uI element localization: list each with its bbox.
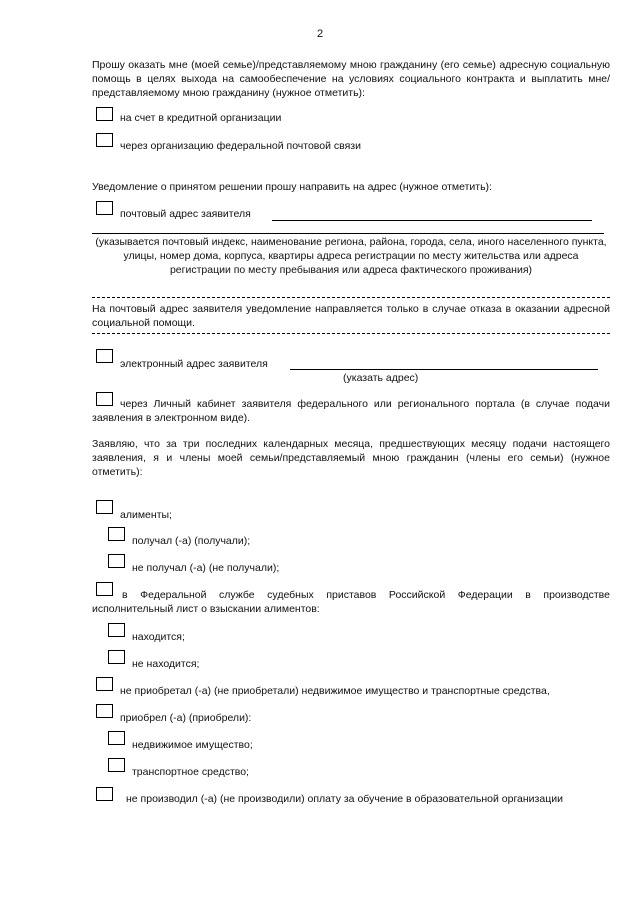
checkbox-acquired[interactable] <box>96 704 113 718</box>
bailiff-is-not-label: не находится; <box>132 658 200 670</box>
bailiff-paragraph: в Федеральной службе судебных приставов Российской Федерации в производстве исполнительный лист о взыскании алиментов: <box>92 589 610 615</box>
page-number: 2 <box>316 28 324 40</box>
postal-address-input-line2[interactable] <box>92 233 604 234</box>
personal-cabinet-option: через Личный кабинет заявителя федерального или регионального портала (в случае подачи заявления в электронном виде). <box>92 398 610 424</box>
checkbox-real-estate[interactable] <box>108 731 125 745</box>
alimony-not-received-label: не получал (-а) (не получали); <box>132 562 280 574</box>
postal-address-label: почтовый адрес заявителя <box>120 208 251 220</box>
alimony-received-label: получал (-а) (получали); <box>132 535 251 547</box>
email-address-hint: (указать адрес) <box>343 372 419 384</box>
postal-note: На почтовый адрес заявителя уведомление направляется только в случае отказа в оказании адресной социальной помощи. <box>92 303 610 329</box>
alimony-label: алименты; <box>120 509 172 521</box>
checkbox-credit-account[interactable] <box>96 107 113 121</box>
checkbox-postal-service[interactable] <box>96 133 113 147</box>
vehicle-label: транспортное средство; <box>132 766 249 778</box>
postal-address-input[interactable] <box>272 220 592 221</box>
checkbox-not-acquired[interactable] <box>96 677 113 691</box>
postal-address-hint: (указывается почтовый индекс, наименование региона, района, города, села, иного населенного пункта, улицы, номер дома, корпуса, квартиры адреса регистрации по месту жительства или адреса регистрации по месту пребывания или адреса фактического проживания) <box>95 236 607 276</box>
intro-paragraph: Прошу оказать мне (моей семье)/представляемому мною гражданину (его семье) адресную социальную помощь в целях выхода на самообеспечение на условиях социального контракта и выплатить мне/представляемому мною гражданину (нужное отметить): <box>92 59 610 99</box>
checkbox-email-address[interactable] <box>96 349 113 363</box>
education-paragraph: не производил (-а) (не производили) оплату за обучение в образовательной организации <box>126 793 563 805</box>
checkbox-alimony-not-received[interactable] <box>108 554 125 568</box>
email-address-input[interactable] <box>290 369 598 370</box>
not-acquired-label: не приобретал (-а) (не приобретали) недвижимое имущество и транспортные средства, <box>120 685 550 697</box>
checkbox-bailiff-is-not[interactable] <box>108 650 125 664</box>
dashed-divider <box>92 297 610 298</box>
checkbox-bailiff-is[interactable] <box>108 623 125 637</box>
option-postal-service-label: через организацию федеральной почтовой связи <box>120 140 361 152</box>
bailiff-is-label: находится; <box>132 631 185 643</box>
acquired-label: приобрел (-а) (приобрели): <box>120 712 252 724</box>
dashed-divider <box>92 333 610 334</box>
notify-intro: Уведомление о принятом решении прошу направить на адрес (нужное отметить): <box>92 181 492 193</box>
option-credit-account-label: на счет в кредитной организации <box>120 112 282 124</box>
email-address-label: электронный адрес заявителя <box>120 358 268 370</box>
declaration-paragraph: Заявляю, что за три последних календарных месяца, предшествующих месяцу подачи настоящего заявления, я и члены моей семьи/представляемый мною гражданин (члены его семьи) (нужное отметить): <box>92 438 610 478</box>
checkbox-alimony-received[interactable] <box>108 527 125 541</box>
checkbox-alimony[interactable] <box>96 500 113 514</box>
checkbox-vehicle[interactable] <box>108 758 125 772</box>
real-estate-label: недвижимое имущество; <box>132 739 253 751</box>
checkbox-postal-address[interactable] <box>96 201 113 215</box>
